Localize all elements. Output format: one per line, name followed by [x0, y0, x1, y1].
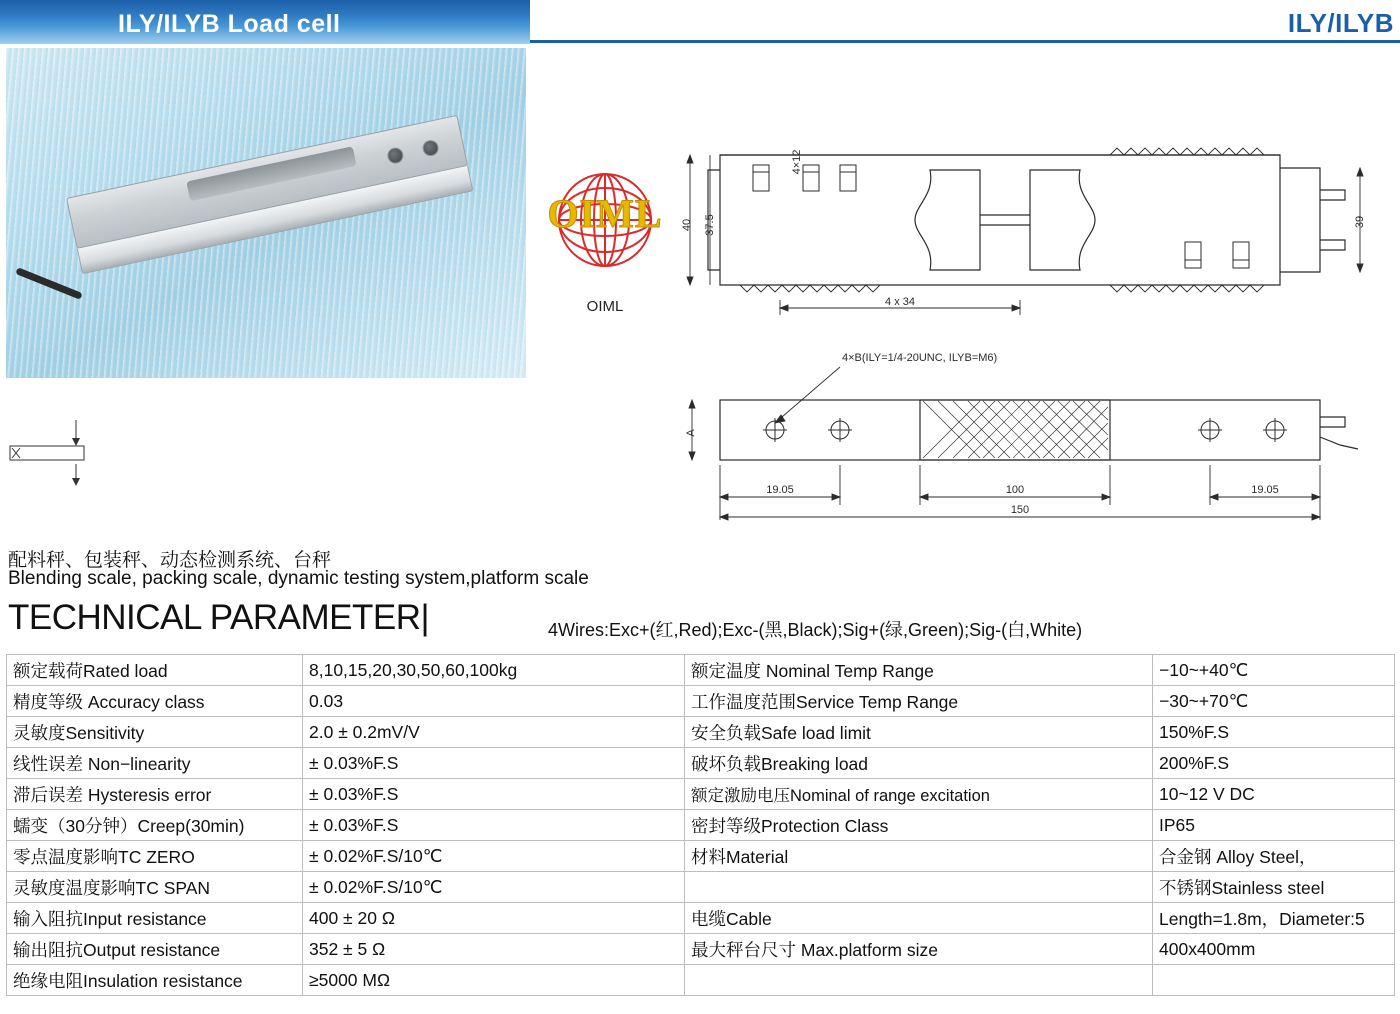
dim-39: 39 [1354, 215, 1366, 229]
table-row [7, 903, 1395, 934]
spec-label: 电缆Cable [685, 903, 1153, 934]
spec-value: ± 0.02%F.S/10℃ [303, 872, 685, 903]
spec-label: 工作温度范围Service Temp Range [685, 686, 1153, 717]
technical-parameter-title: TECHNICAL PARAMETER| [8, 598, 430, 637]
spec-label: 精度等级 Accuracy class [7, 686, 303, 717]
load-cell-hole [386, 146, 405, 165]
spec-label-empty [685, 965, 1153, 996]
spec-value: 200%F.S [1153, 748, 1395, 779]
spec-value: IP65 [1153, 810, 1395, 841]
page-title: ILY/ILYB Load cell [118, 10, 341, 38]
table-row [7, 655, 1395, 686]
dim-150: 150 [1010, 504, 1030, 516]
spec-value: 150%F.S [1153, 717, 1395, 748]
spec-value: 0.03 [303, 686, 685, 717]
spec-label [685, 872, 1153, 903]
spec-value: 8,10,15,20,30,50,60,100kg [303, 655, 685, 686]
spec-label: 线性误差 Non−linearity [7, 748, 303, 779]
spec-value: 400x400mm [1153, 934, 1395, 965]
spec-value-empty [1153, 965, 1395, 996]
spec-label: 蠕变（30分钟）Creep(30min) [7, 810, 303, 841]
thread-note: 4×B(ILY=1/4-20UNC, ILYB=M6) [842, 352, 998, 364]
spec-label: 额定载荷Rated load [7, 655, 303, 686]
application-cn: 配料秤、包装秤、动态检测系统、台秤 [8, 550, 332, 571]
spec-value: −10~+40℃ [1153, 655, 1395, 686]
spec-value: 不锈钢Stainless steel [1153, 872, 1395, 903]
table-row [7, 934, 1395, 965]
spec-label: 绝缘电阻Insulation resistance [7, 965, 303, 996]
spec-label: 密封等级Protection Class [685, 810, 1153, 841]
spec-label: 灵敏度温度影响TC SPAN [7, 872, 303, 903]
spec-label: 安全负载Safe load limit [685, 717, 1153, 748]
table-row [7, 717, 1395, 748]
spec-label: 材料Material [685, 841, 1153, 872]
dim-4x12: 4×12 [791, 149, 803, 175]
spec-value: −30~+70℃ [1153, 686, 1395, 717]
dim-37-5: 37.5 [704, 214, 716, 236]
spec-label: 破坏负载Breaking load [685, 748, 1153, 779]
load-cell-cable [15, 267, 83, 300]
dim-4x34: 4 x 34 [885, 296, 915, 308]
spec-label: 最大秤台尺寸 Max.platform size [685, 934, 1153, 965]
load-cell-slot [186, 146, 356, 201]
table-row [7, 810, 1395, 841]
application-en: Blending scale, packing scale, dynamic testing system,platform scale [8, 568, 589, 589]
oiml-caption: OIML [586, 298, 624, 315]
spec-label: 零点温度影响TC ZERO [7, 841, 303, 872]
load-cell-hole [421, 139, 440, 158]
table-row [7, 748, 1395, 779]
spec-value: ± 0.03%F.S [303, 779, 685, 810]
dim-19-05-right: 19.05 [1251, 484, 1279, 496]
spec-label: 滞后误差 Hysteresis error [7, 779, 303, 810]
spec-value: Length=1.8m，Diameter:5 [1153, 903, 1395, 934]
product-photo [6, 48, 526, 378]
side-view-sketch [6, 418, 116, 488]
drawing-top-view [680, 110, 1395, 345]
oiml-logo [540, 160, 670, 330]
spec-value: ± 0.03%F.S [303, 810, 685, 841]
spec-value: 合金钢 Alloy Steel， [1153, 841, 1395, 872]
table-row [7, 965, 1395, 996]
table-row [7, 872, 1395, 903]
spec-value: 352 ± 5 Ω [303, 934, 685, 965]
spec-label: 灵敏度Sensitivity [7, 717, 303, 748]
table-row [7, 841, 1395, 872]
header-band [0, 0, 530, 44]
load-cell-illustration [66, 115, 474, 276]
spec-value: ≥5000 MΩ [303, 965, 685, 996]
spec-value: 2.0 ± 0.2mV/V [303, 717, 685, 748]
dim-100: 100 [1005, 484, 1025, 496]
spec-label: 额定激励电压Nominal of range excitation [685, 779, 1153, 810]
spec-value: 400 ± 20 Ω [303, 903, 685, 934]
spec-label: 额定温度 Nominal Temp Range [685, 655, 1153, 686]
drawing-side-view [680, 345, 1395, 560]
table-row [7, 779, 1395, 810]
wiring-note: 4Wires:Exc+(红,Red);Exc-(黑,Black);Sig+(绿,Green);Sig-(白,White) [548, 620, 1083, 640]
spec-value: 10~12 V DC [1153, 779, 1395, 810]
oiml-wordmark: OIML [547, 191, 663, 236]
table-row [7, 686, 1395, 717]
specifications-table [6, 654, 1395, 996]
model-label: ILY/ILYB [1287, 8, 1394, 38]
spec-value: ± 0.03%F.S [303, 748, 685, 779]
dim-19-05-left: 19.05 [766, 484, 794, 496]
dim-40: 40 [681, 218, 693, 232]
header-rule [530, 40, 1400, 43]
spec-value: ± 0.02%F.S/10℃ [303, 841, 685, 872]
spec-label: 输入阻抗Input resistance [7, 903, 303, 934]
spec-label: 输出阻抗Output resistance [7, 934, 303, 965]
dim-A: A [685, 429, 697, 437]
